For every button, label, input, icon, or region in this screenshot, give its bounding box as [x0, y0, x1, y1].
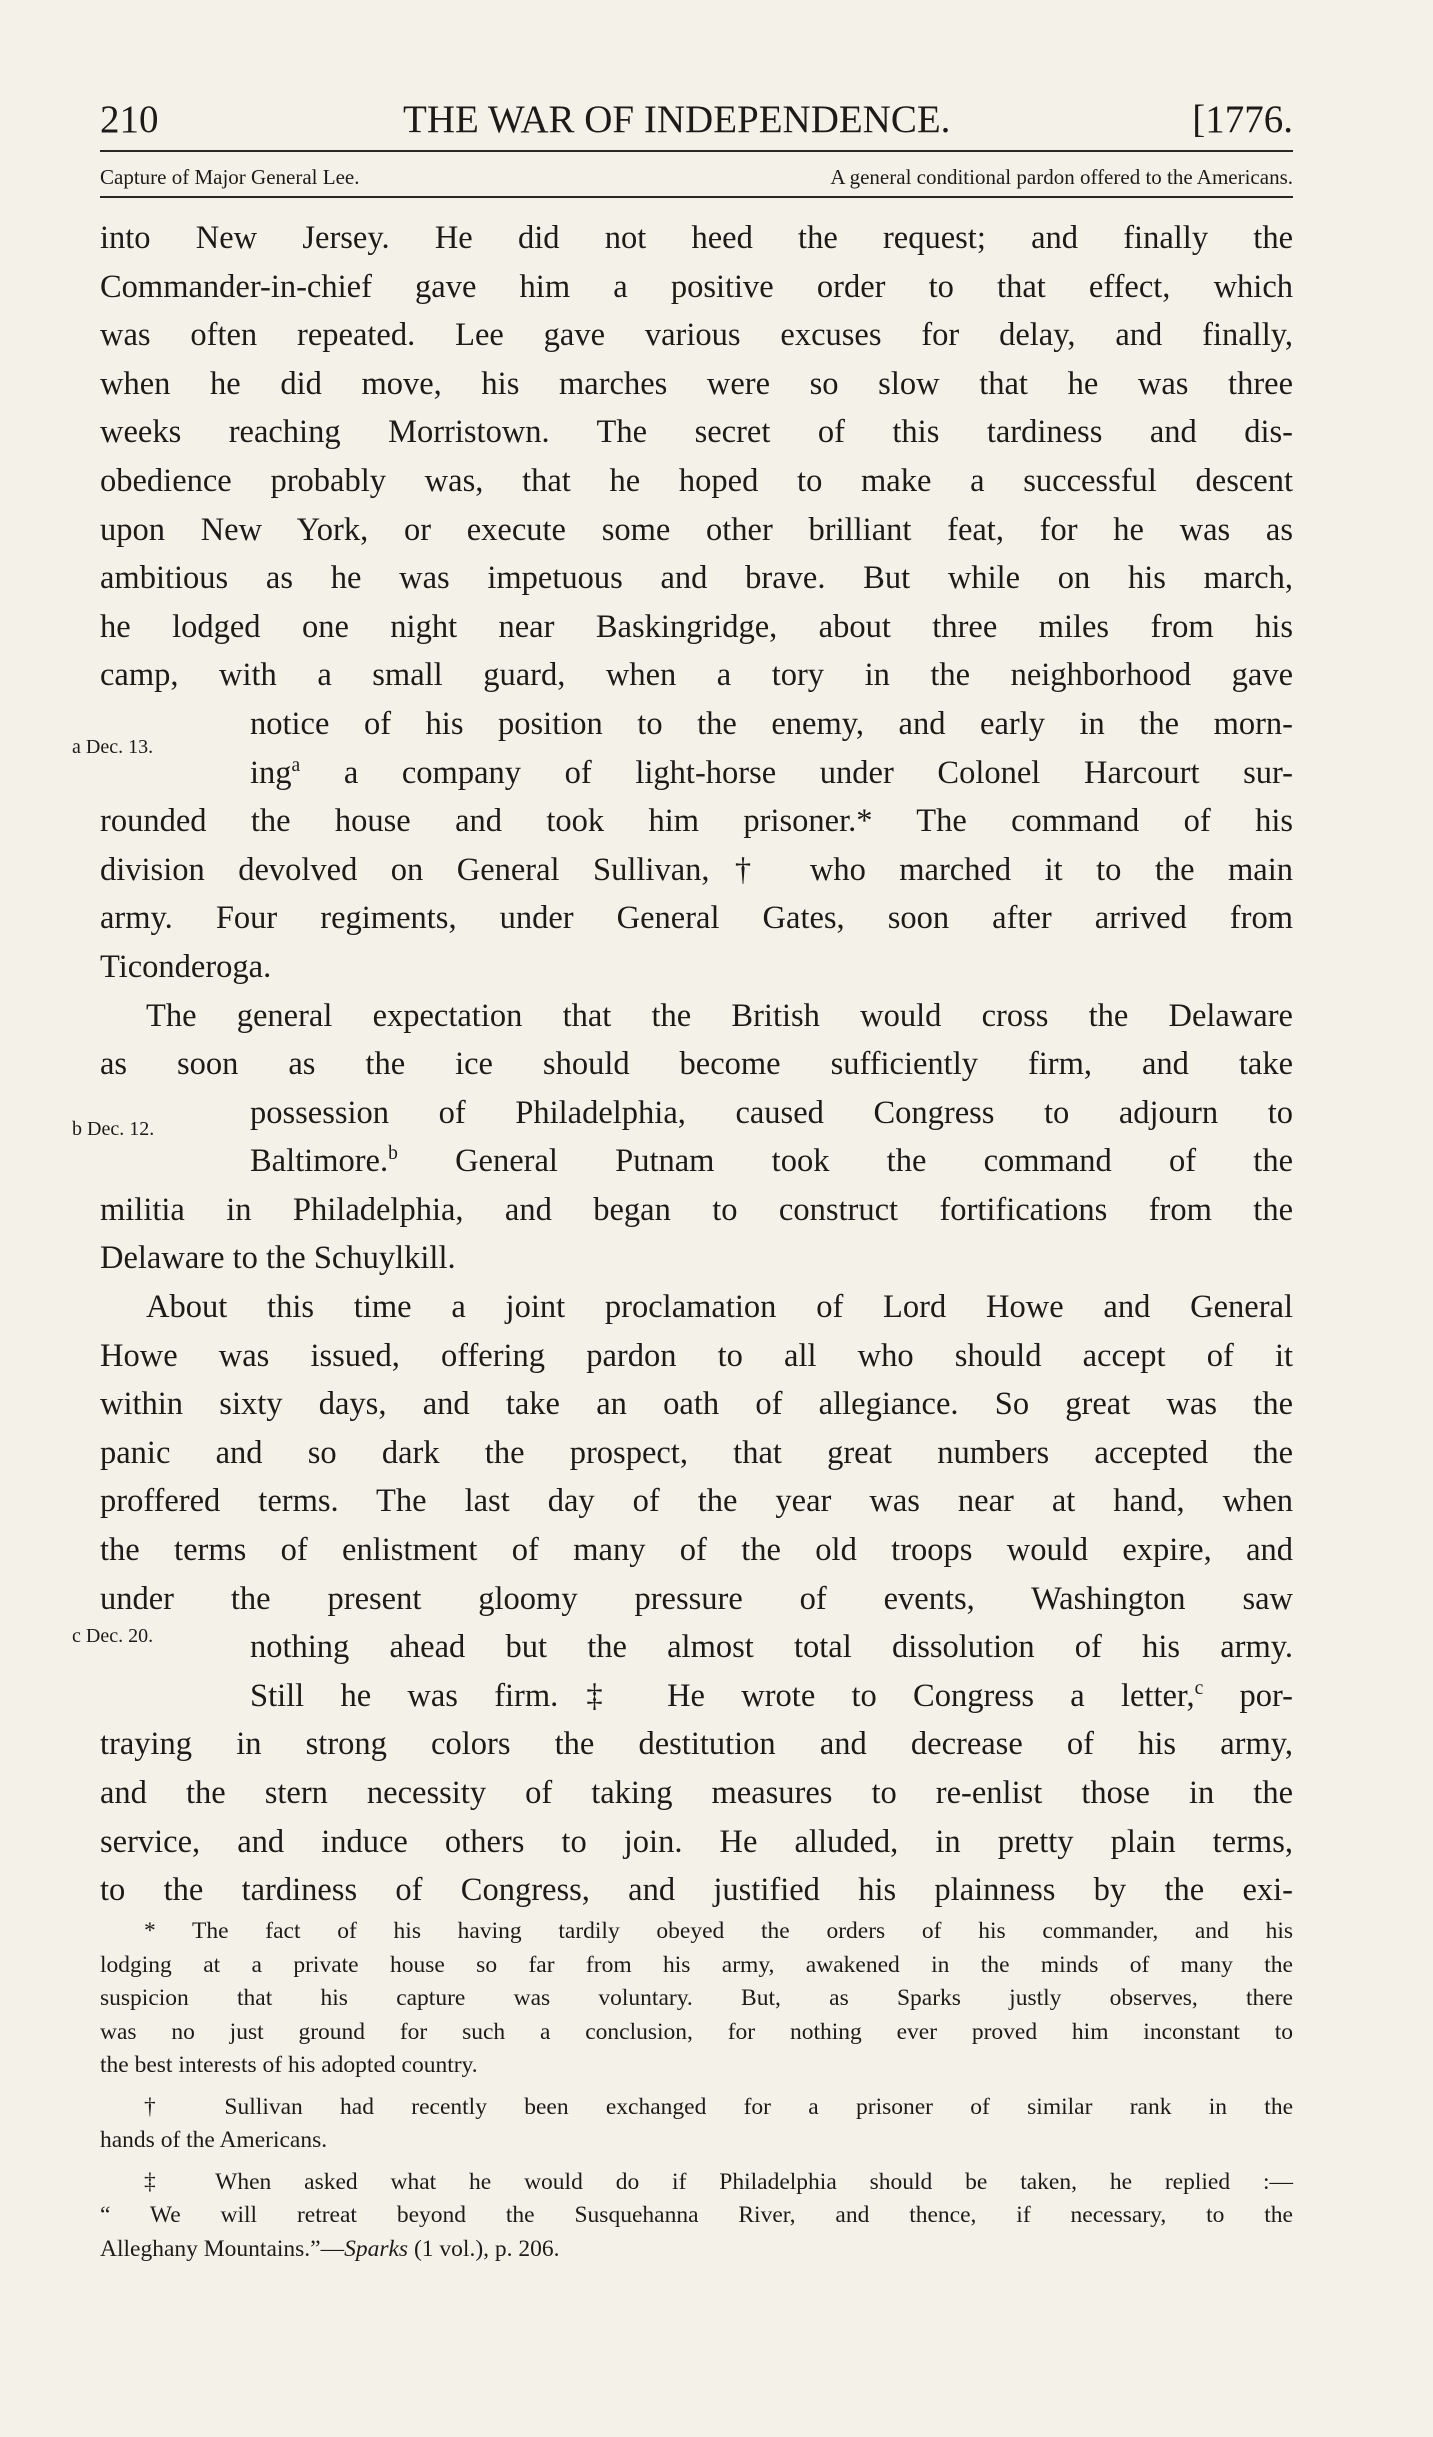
footnote-line: was no just ground for such a conclusion, for nothing ever proved him inconstant to: [100, 2018, 1293, 2045]
text-line: and the stern necessity of taking measures to re-enlist those in the: [100, 1775, 1293, 1811]
footnote-line: lodging at a private house so far from his army, awakened in the minds of many the: [100, 1951, 1293, 1978]
footnote-line: suspicion that his capture was voluntary. But, as Sparks justly observes, there: [100, 1985, 1293, 2011]
text-line: under the present gloomy pressure of events, Washington saw: [100, 1580, 1293, 1617]
text-line: into New Jersey. He did not heed the request; and finally the: [100, 220, 1293, 256]
text-fragment: a company of light-horse under Colonel Harcourt sur-: [300, 754, 1293, 791]
text-line: he lodged one night near Baskingridge, about three miles from his: [100, 608, 1293, 645]
text-fragment: ing: [250, 754, 292, 791]
text-line: weeks reaching Morristown. The secret of this tardiness and dis-: [100, 414, 1293, 451]
text-line: Delaware to the Schuylkill.: [100, 1240, 456, 1277]
text-line: within sixty days, and take an oath of allegiance. So great was the: [100, 1386, 1293, 1423]
text-line: proffered terms. The last day of the year was near at hand, when: [100, 1483, 1293, 1520]
running-title: THE WAR OF INDEPENDENCE.: [403, 98, 951, 141]
page-number: 210: [100, 98, 159, 141]
subheader-right: A general conditional pardon offered to the Americans.: [830, 165, 1293, 189]
text-line: militia in Philadelphia, and began to construct fortifications from the: [100, 1191, 1293, 1228]
text-line: [100, 1672, 1293, 1721]
header-year: [1776.: [1192, 98, 1293, 141]
footnote-ref-b: b: [388, 1143, 398, 1165]
text-line: Commander-in-chief gave him a positive order to that effect, which: [100, 268, 1293, 305]
text-line: obedience probably was, that he hoped to make a successful descent: [100, 462, 1293, 499]
text-line: to the tardiness of Congress, and justified his plainness by the exi-: [100, 1872, 1293, 1909]
subheader-left: Capture of Major General Lee.: [100, 165, 360, 189]
text-line: upon New York, or execute some other brilliant feat, for he was as: [100, 511, 1293, 548]
footnote-line: [100, 2233, 1293, 2267]
text-line: rounded the house and took him prisoner.* The command of his: [100, 803, 1293, 840]
citation-author: Sparks: [344, 2235, 409, 2262]
footnote-ref-a: a: [291, 754, 301, 776]
text-line: The general expectation that the British would cross the Delaware: [146, 997, 1293, 1034]
text-line: notice of his position to the enemy, and early in the morn-: [250, 705, 1293, 742]
text-fragment: General Putnam took the command of the: [397, 1143, 1293, 1180]
footnote-gap: [100, 2083, 1293, 2091]
text-line: was often repeated. Lee gave various excuses for delay, and finally,: [100, 317, 1293, 354]
margin-note-a: a Dec. 13.: [72, 736, 154, 758]
text-line: Howe was issued, offering pardon to all who should accept of it: [100, 1337, 1293, 1374]
text-line: as soon as the ice should become sufficiently firm, and take: [100, 1046, 1293, 1083]
text-line: army. Four regiments, under General Gates, soon after arrived from: [100, 900, 1293, 937]
text-line: [100, 1137, 1293, 1186]
text-line: service, and induce others to join. He alluded, in pretty plain terms,: [100, 1823, 1293, 1860]
text-fragment: Alleghany Mountains.”—: [100, 2235, 345, 2262]
subheader-rule: [100, 196, 1293, 198]
text-line: when he did move, his marches were so slow that he was three: [100, 365, 1293, 402]
text-line: About this time a joint proclamation of Lord Howe and General: [146, 1289, 1293, 1326]
text-line: ambitious as he was impetuous and brave. But while on his march,: [100, 560, 1293, 597]
footnote-ref-c: c: [1194, 1677, 1204, 1699]
text-line: nothing ahead but the almost total dissolution of his army.: [250, 1629, 1293, 1666]
footnotes: [100, 1915, 1293, 2266]
footnote-line: “ We will retreat beyond the Susquehanna River, and thence, if necessary, to the: [100, 2202, 1293, 2228]
text-line: panic and so dark the prospect, that great numbers accepted the: [100, 1434, 1293, 1471]
text-line: division devolved on General Sullivan,† who marched it to the main: [100, 851, 1293, 888]
text-line: [100, 749, 1293, 798]
text-line: traying in strong colors the destitution and decrease of his army,: [100, 1726, 1293, 1763]
footnote-line: the best interests of his adopted country.: [100, 2052, 478, 2078]
header-rule: [100, 150, 1293, 152]
text-line: possession of Philadelphia, caused Congress to adjourn to: [250, 1094, 1293, 1131]
text-line: Ticonderoga.: [100, 948, 272, 985]
footnote-gap: [100, 2158, 1293, 2166]
text-line: the terms of enlistment of many of the old troops would expire, and: [100, 1532, 1293, 1569]
subheader: [100, 160, 1293, 194]
margin-note-c: c Dec. 20.: [72, 1625, 154, 1647]
footnote-line: * The fact of his having tardily obeyed the orders of his commander, and his: [144, 1918, 1293, 1944]
margin-note-b: b Dec. 12.: [72, 1118, 155, 1140]
footnote-line: ‡ When asked what he would do if Philadelphia should be taken, he replied :—: [144, 2168, 1293, 2195]
main-text: [100, 214, 1293, 1915]
text-fragment: Baltimore.: [250, 1143, 389, 1180]
text-fragment: por-: [1203, 1677, 1293, 1714]
footnote-line: hands of the Americans.: [100, 2127, 328, 2153]
text-fragment: Still he was firm.‡ He wrote to Congress a letter,: [250, 1677, 1195, 1714]
text-fragment: (1 vol.), p. 206.: [408, 2235, 560, 2262]
page-header: [100, 94, 1293, 146]
footnote-line: † Sullivan had recently been exchanged for a prisoner of similar rank in the: [144, 2093, 1293, 2120]
text-line: camp, with a small guard, when a tory in the neighborhood gave: [100, 657, 1293, 694]
